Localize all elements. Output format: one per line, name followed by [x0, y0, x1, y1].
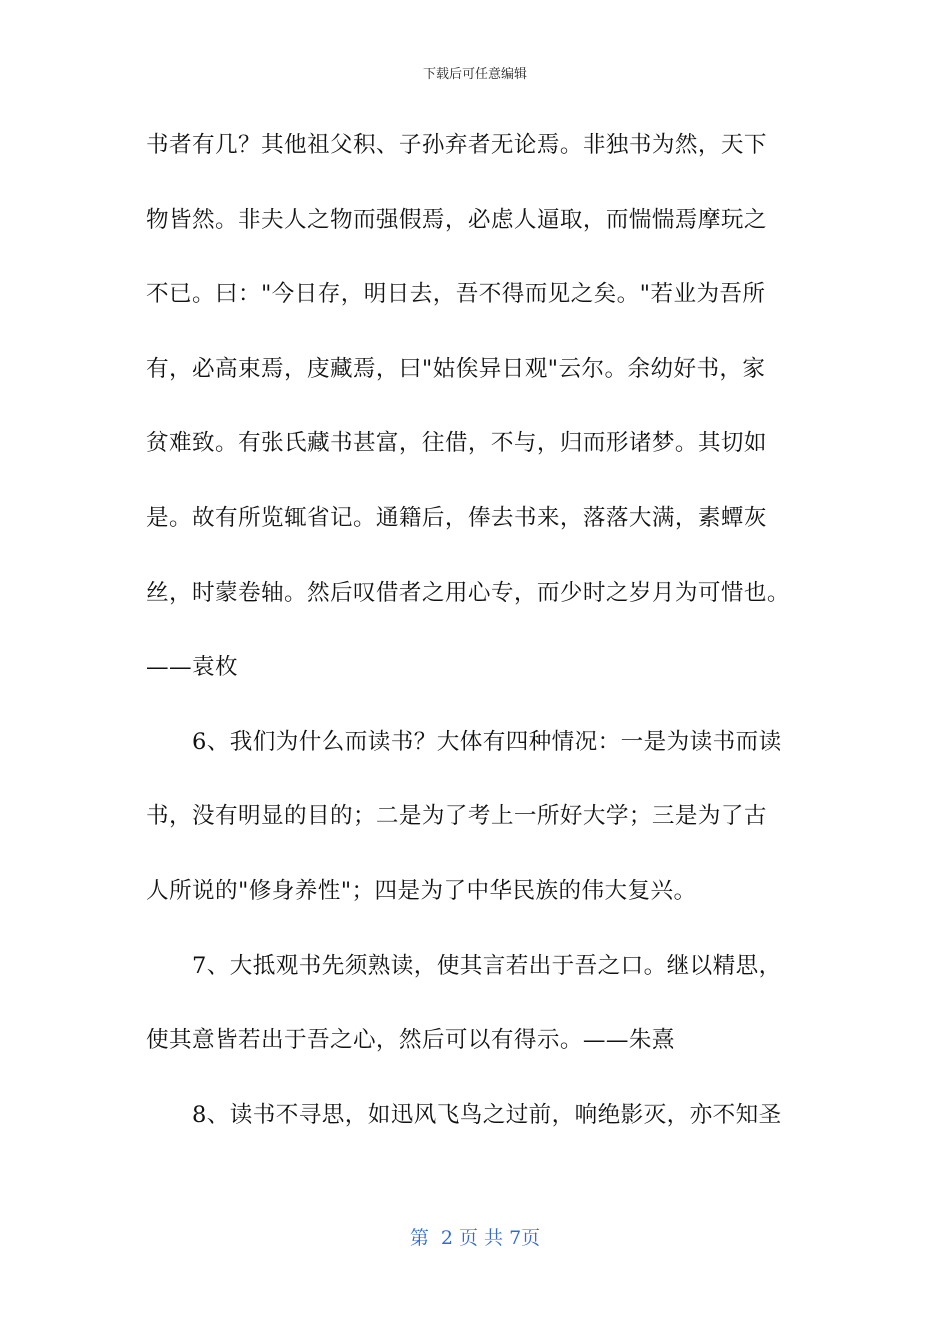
- text-line: 有，必高束焉，庋藏焉，曰"姑俟异日观"云尔。余幼好书，家: [146, 355, 766, 382]
- text-line: 丝，时蒙卷轴。然后叹借者之用心专，而少时之岁月为可惜也。: [146, 579, 790, 606]
- text-line: 书，没有明显的目的；二是为了考上一所好大学；三是为了古: [146, 803, 767, 830]
- text-line: 物皆然。非夫人之物而强假焉，必虑人逼取，而惴惴焉摩玩之: [146, 206, 767, 233]
- paragraph-6-start: 6、我们为什么而读书？大体有四种情况：一是为读书而读: [192, 728, 782, 755]
- text-line: 书者有几？其他祖父积、子孙弃者无论焉。非独书为然，天下: [146, 132, 767, 158]
- paragraph-7-start: 7、大抵观书先须熟读，使其言若出于吾之口。继以精思，: [192, 952, 782, 979]
- page-header: 下载后可任意编辑: [422, 67, 527, 82]
- text-line: 是。故有所览辄省记。通籍后，俸去书来，落落大满，素蟫灰: [146, 504, 767, 531]
- page-number: 第 2 页 共 7页: [409, 1227, 541, 1249]
- text-line: 不已。曰："今日存，明日去，吾不得而见之矣。"若业为吾所: [146, 281, 766, 308]
- attribution-line: ——袁枚: [146, 654, 238, 681]
- text-line: 人所说的"修身养性"；四是为了中华民族的伟大复兴。: [146, 877, 697, 904]
- text-line: 贫难致。有张氏藏书甚富，往借，不与，归而形诸梦。其切如: [146, 430, 767, 457]
- text-line: 使其意皆若出于吾之心，然后可以有得示。——朱熹: [146, 1027, 675, 1054]
- paragraph-8-start: 8、读书不寻思，如迅风飞鸟之过前，响绝影灭，亦不知圣: [192, 1101, 782, 1128]
- document-body: [146, 122, 810, 1166]
